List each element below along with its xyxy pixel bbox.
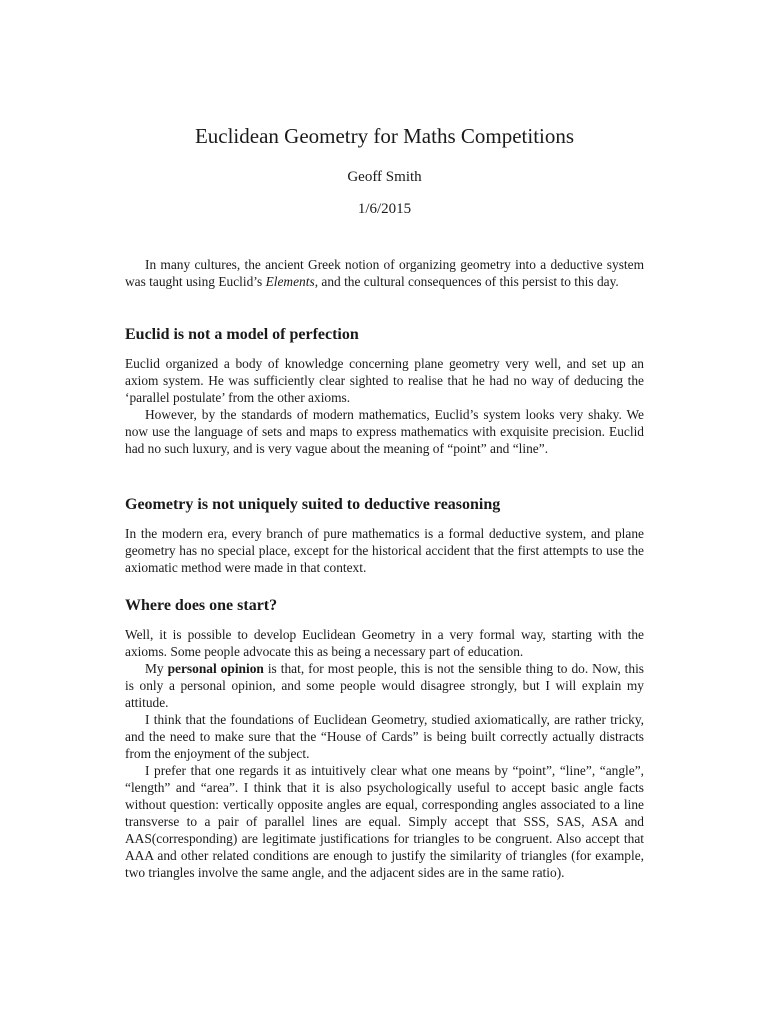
section-heading: Geometry is not uniquely suited to deductive reasoning — [125, 496, 501, 513]
paragraph — [125, 660, 644, 711]
section-heading: Euclid is not a model of perfection — [125, 326, 359, 343]
section-geometry-body — [125, 525, 644, 576]
paragraph: In the modern era, every branch of pure mathematics is a formal deductive system, and plane geometry has no special place, except for the historical accident that the first attempts to use the axiomatic method were made in that context. — [125, 526, 644, 575]
intro-text-after: , and the cultural consequences of this persist to this day. — [314, 274, 619, 289]
intro-emphasis: Elements — [265, 274, 315, 289]
intro-block — [125, 256, 644, 290]
paragraph: Euclid organized a body of knowledge concerning plane geometry very well, and set up an axiom system. He was sufficiently clear sighted to realise that he had no way of deducing the ‘parallel postulate’ from the other axioms. — [125, 356, 644, 405]
paragraph: Well, it is possible to develop Euclidean Geometry in a very formal way, starting with the axioms. Some people advocate this as being a necessary part of education. — [125, 627, 644, 659]
document-date: 1/6/2015 — [357, 201, 412, 217]
paragraph: I prefer that one regards it as intuitively clear what one means by “point”, “line”, “angle”, “length” and “area”. I think that it is also psychologically useful to accept basic angle facts without question: vertically opposite angles are equal, corresponding angles associated to a line transverse to a pair of parallel lines are equal. Simply accept that SSS, SAS, ASA and AAS(corresponding) are legitimate justifications for triangles to be congruent. Also accept that AAA and other related conditions are enough to justify the similarity of triangles (for example, two triangles involve the same angle, and the adjacent sides are in the same ratio). — [125, 763, 644, 880]
section-euclid — [125, 326, 644, 344]
intro-text-before: In many cultures, the ancient Greek notion of organizing geometry into a deductive system was taught using Euclid’s — [125, 257, 644, 289]
paragraph: I think that the foundations of Euclidean Geometry, studied axiomatically, are rather tricky, and the need to make sure that the “House of Cards” is being built correctly actually distracts from the enjoyment of the subject. — [125, 712, 644, 761]
document-title: Euclidean Geometry for Maths Competitions — [194, 124, 575, 148]
section-heading: Where does one start? — [125, 597, 278, 614]
text-run: My — [145, 661, 168, 676]
section-start — [125, 597, 644, 615]
author-name: Geoff Smith — [347, 169, 422, 185]
section-euclid-body — [125, 355, 644, 457]
intro-paragraph — [125, 256, 644, 290]
paragraph: However, by the standards of modern mathematics, Euclid’s system looks very shaky. We now use the language of sets and maps to express mathematics with exquisite precision. Euclid had no such luxury, and is very vague about the meaning of “point” and “line”. — [125, 407, 644, 456]
section-geometry — [125, 496, 644, 514]
text-run: is that, for most people, this is not the sensible thing to do. Now, this is only a personal opinion, and some people would disagree strongly, but I will explain my attitude. — [125, 661, 645, 710]
section-start-body — [125, 626, 644, 881]
bold-phrase: personal opinion — [167, 661, 264, 676]
